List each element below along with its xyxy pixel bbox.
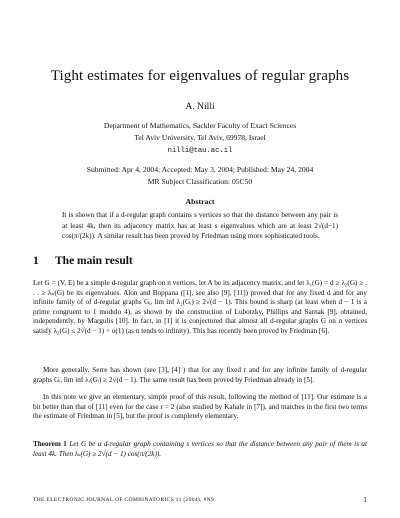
affiliation-university: Tel Aviv University, Tel Aviv, 69978, Israel — [134, 133, 266, 142]
abstract-text: It is shown that if a d-regular graph contains s vertices so that the distance between any pair is at least 4k, then its adjacency matrix has at least s eigenvalues which are at least 2√(d−1) cos(π/(2k)). A similar result has been proved by Friedman using more sophisticated tools. — [62, 211, 338, 240]
submission-dates: Submitted: Apr 4, 2004; Accepted: May 3, 2004; Published: May 24, 2004 — [86, 165, 314, 174]
author-email[interactable]: nilli@tau.ac.il — [167, 147, 233, 155]
paragraph-intro: Let G = (V, E) be a simple d-regular graph on n vertices, let A be its adjacency matrix, and let λ₁(G) = d ≥ λ₂(G) ≥ . . . ≥ λₙ(G) be its eigenvalues. Alon and Boppana ([1], see also [9], [11]) proved that for any fixed d and for any infinite family of of d-regular graphs Gᵢ, lim inf λ₂(Gᵢ) ≥ 2√(d − 1). This bound is sharp (at least when d − 1 is a prime congruent to 1 modulo 4), as shown by the construction of Lubotzky, Phillips and Sarnak [9], obtained, independently, by Margulis [10]. In fact, in [1] it is conjectured that almost all d-regular graphs G on n vertices satisfy λ₂(G) ≤ 2√(d − 1) + o(1) (as n tends to infinity). This has recently been proved by Friedman [6]. — [33, 279, 367, 335]
paragraph-serre: More generally, Serre has shown (see [3], [4] ) that for any fixed r and for any infinite family of d-regular graphs Gᵢ, lim inf λᵣ(Gᵢ) ≥ 2√(d − 1). The same result has been proved by Friedman already in [5]. — [33, 366, 367, 384]
theorem-label: Theorem 1 — [33, 440, 67, 448]
paper-title: Tight estimates for eigenvalues of regular graphs — [50, 68, 350, 84]
theorem-block — [33, 440, 367, 459]
subject-classification: MR Subject Classification: 05C50 — [147, 177, 253, 186]
section-title: The main result — [55, 255, 133, 267]
author-name: A. Nilli — [185, 101, 215, 112]
theorem-statement: Let G be a d-regular graph containing s vertices so that the distance between any pair of them is at least 4k. Then λₛ(G) ≥ 2√(d − 1) cos(π/(2k)). — [33, 440, 367, 458]
email-line — [0, 145, 400, 155]
journal-footer: THE ELECTRONIC JOURNAL OF COMBINATORICS 11 (2004), #N9 — [33, 497, 215, 503]
affiliation-department: Department of Mathematics, Sackler Faculty of Exact Sciences — [103, 121, 297, 130]
page-number: 1 — [363, 495, 367, 504]
paragraph-method: In this note we give an elementary, simple proof of this result, following the method of [11]. Our estimate is a bit better than that of [11] even for the case r = 2 (also studied by Kahale in [7]), and matches in the first two terms the estimate of Friedman in [5], but the proof is completely elementary. — [33, 393, 367, 421]
section-heading — [33, 255, 133, 267]
abstract-heading: Abstract — [185, 197, 215, 206]
section-number: 1 — [33, 255, 39, 267]
